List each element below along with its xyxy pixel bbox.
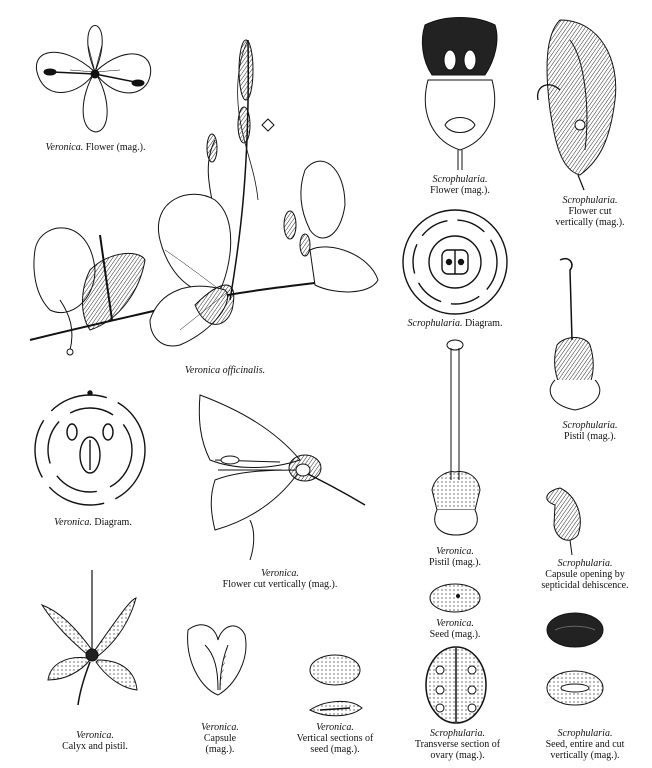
veronica-officinalis-plant-drawing: [30, 40, 378, 355]
caption-line3: vertically (mag.).: [555, 217, 625, 228]
caption-line3: (mag.).: [205, 744, 235, 755]
caption-scrophularia-flower-cut: [535, 195, 645, 228]
caption-genus: Scrophularia.: [557, 558, 613, 569]
caption-desc: Flower (mag.).: [85, 142, 146, 153]
caption-scrophularia-capsule: [520, 558, 650, 591]
caption-genus: Scrophularia.: [562, 195, 618, 206]
veronica-capsule-drawing: [188, 625, 246, 695]
veronica-calyx-drawing: [42, 570, 137, 705]
caption-desc: Diagram.: [464, 318, 503, 329]
caption-genus: Veronica.: [76, 730, 114, 741]
caption-line2: Capsule opening by: [545, 569, 625, 580]
caption-genus: Veronica.: [436, 546, 474, 557]
caption-genus: Scrophularia.: [430, 728, 485, 739]
caption-line2: Transverse section of: [414, 739, 501, 750]
veronica-flower-cut-drawing: [199, 395, 365, 560]
caption-scrophularia-diagram: [385, 318, 525, 329]
caption-line2: Pistil (mag.).: [429, 557, 481, 568]
caption-veronica-calyx: [40, 730, 150, 752]
caption-desc: Flower (mag.).: [430, 185, 490, 196]
caption-genus: Scrophularia.: [562, 420, 618, 431]
caption-line3: seed (mag.).: [310, 744, 360, 755]
caption-line2: Vertical sections of: [296, 733, 374, 744]
caption-scrophularia-pistil: [540, 420, 640, 442]
scrophularia-ovary-section-drawing: [426, 647, 486, 723]
caption-veronica-officinalis: [155, 365, 295, 376]
caption-line3: vertically (mag.).: [550, 750, 620, 761]
caption-line3: ovary (mag.).: [430, 750, 485, 761]
scrophularia-diagram-drawing: [403, 210, 507, 314]
caption-line2: Calyx and pistil.: [62, 741, 128, 752]
caption-genus: Veronica.: [54, 517, 92, 528]
caption-genus: Scrophularia.: [432, 174, 488, 185]
caption-line2: Flower cut: [568, 206, 612, 217]
caption-veronica-seed-sections: [280, 722, 390, 755]
veronica-seed-sections-drawing: [310, 655, 362, 716]
caption-genus: Veronica.: [201, 722, 239, 733]
veronica-seed-drawing: [430, 584, 480, 612]
veronica-pistil-drawing: [432, 340, 480, 535]
scrophularia-flower-drawing: [422, 18, 497, 171]
caption-scrophularia-seed: [525, 728, 645, 761]
caption-genus: Scrophularia.: [557, 728, 613, 739]
caption-genus: Veronica.: [261, 568, 299, 579]
scrophularia-seed-drawing: [547, 613, 603, 705]
caption-title: Veronica officinalis.: [184, 365, 266, 376]
caption-desc: Diagram.: [94, 517, 132, 528]
caption-veronica-seed: [405, 618, 505, 640]
caption-veronica-diagram: [28, 517, 158, 528]
scrophularia-flower-cut-drawing: [538, 20, 616, 190]
caption-veronica-flower: [28, 142, 163, 153]
veronica-flower-drawing: [36, 26, 150, 133]
caption-scrophularia-ovary: [395, 728, 520, 761]
caption-line3: septicidal dehiscence.: [541, 580, 629, 591]
caption-line2: Seed, entire and cut: [545, 739, 625, 750]
caption-veronica-capsule: [180, 722, 260, 755]
caption-scrophularia-flower: [400, 174, 520, 196]
caption-line2: Flower cut vertically (mag.).: [222, 579, 338, 590]
caption-genus: Veronica.: [45, 142, 84, 153]
caption-genus: Veronica.: [436, 618, 474, 629]
caption-line2: Pistil (mag.).: [564, 431, 616, 442]
caption-veronica-pistil: [405, 546, 505, 568]
veronica-diagram-drawing: [35, 391, 145, 505]
scrophularia-capsule-drawing: [547, 488, 580, 555]
caption-line2: Seed (mag.).: [429, 629, 481, 640]
caption-veronica-flower-cut: [200, 568, 360, 590]
caption-genus: Scrophularia.: [407, 318, 463, 329]
scrophularia-pistil-drawing: [550, 259, 600, 410]
caption-line2: Capsule: [203, 733, 237, 744]
caption-genus: Veronica.: [316, 722, 354, 733]
